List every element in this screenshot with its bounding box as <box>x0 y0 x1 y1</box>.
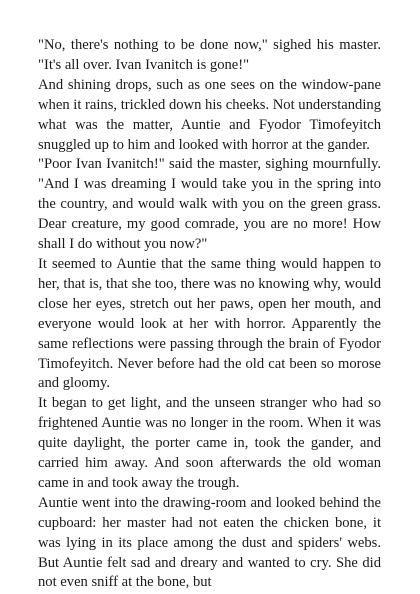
page-text <box>38 36 381 593</box>
paragraph: And shining drops, such as one sees on the window-pane when it rains, trickled down his cheeks. Not understanding what was the matter, Auntie and Fyodor Timofeyitch snuggled up to him and looked with horror at the gander. <box>38 76 381 153</box>
paragraph: It began to get light, and the unseen stranger who had so frightened Auntie was no longer in the room. When it was quite daylight, the porter came in, took the gander, and carried him away. And soon afterwards the old woman came in and took away the trough. <box>38 395 381 491</box>
paragraph: Auntie went into the drawing-room and looked behind the cupboard: her master had not eaten the chicken bone, it was lying in its place among the dust and spiders' webs. But Auntie felt sad and dreary and wanted to cry. She did not even sniff at the bone, but <box>38 494 381 591</box>
paragraph: "Poor Ivan Ivanitch!" said the master, sighing mournfully. "And I was dreaming I would take you in the spring into the country, and would walk with you on the green grass. Dear creature, my good comrade, you are no more! How shall I do without you now?" <box>38 156 381 253</box>
paragraph: It seemed to Auntie that the same thing would happen to her, that is, that she too, there was no knowing why, would close her eyes, stretch out her paws, open her mouth, and everyone would look at her with horror. Apparently the same reflections were passing through the brain of Fyodor Timofeyitch. Never before had the old cat been so morose and gloomy. <box>38 255 381 392</box>
paragraph: "No, there's nothing to be done now," sighed his master. "It's all over. Ivan Ivanitch is gone!" <box>38 37 381 73</box>
